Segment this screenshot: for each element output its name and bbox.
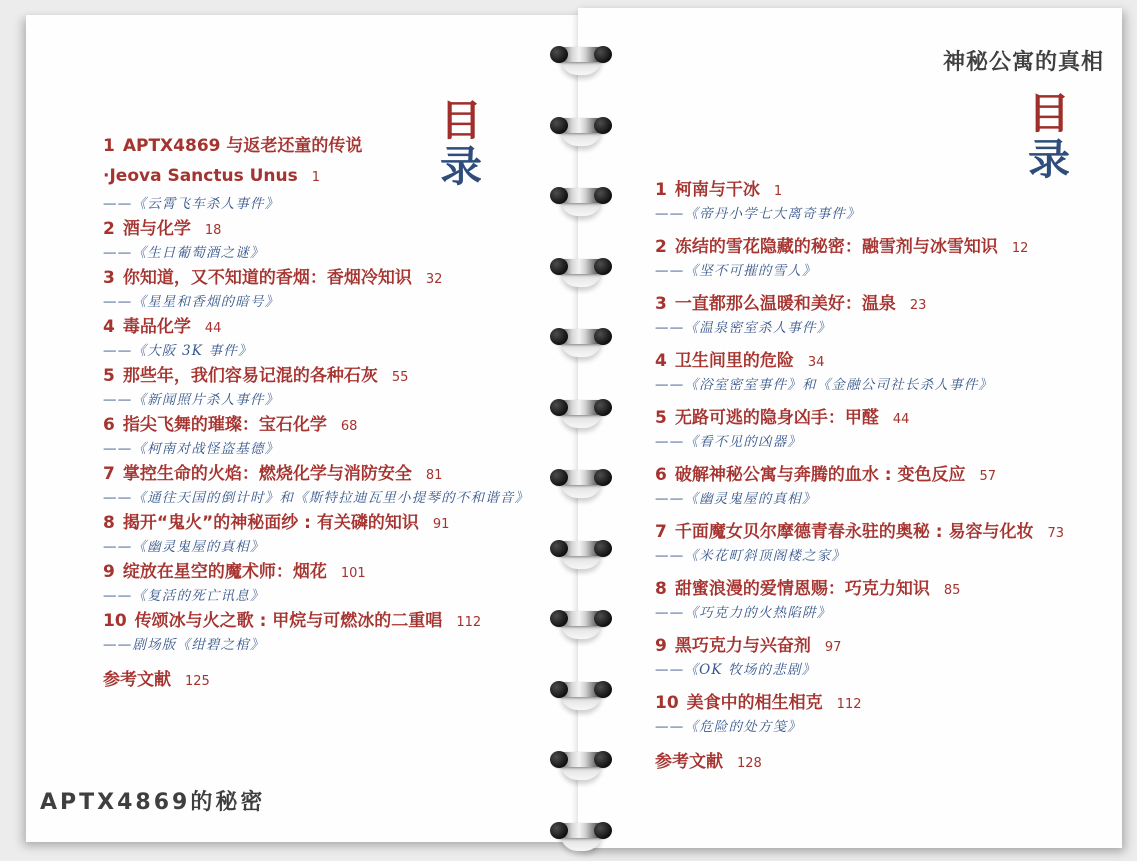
toc-entry-title: 绽放在星空的魔术师：烟花 xyxy=(122,562,327,582)
toc-entry-page-number: 97 xyxy=(824,640,842,655)
toc-entry-heading xyxy=(655,180,1120,202)
toc-entry xyxy=(103,611,568,654)
toc-entry-subtitle-page-number: 1 xyxy=(311,170,321,185)
toc-entry-title: 酒与化学 xyxy=(122,219,191,239)
book-title-right: 神秘公寓的真相 xyxy=(942,50,1104,75)
toc-entry xyxy=(655,408,1120,451)
toc-entry-number: 7 xyxy=(655,522,667,542)
toc-entry-page-number: 112 xyxy=(456,615,482,630)
toc-entry-number: 10 xyxy=(655,693,679,713)
toc-entry-page-number: 73 xyxy=(1047,526,1065,541)
toc-entry-title: 一直都那么温暖和美好：温泉 xyxy=(674,294,896,314)
toc-entry-number: 5 xyxy=(103,366,115,386)
references-label: 参考文献 xyxy=(655,752,723,772)
toc-entry-heading xyxy=(103,317,568,339)
toc-entry-title: 破解神秘公寓与奔腾的血水 : 变色反应 xyxy=(674,465,966,485)
toc-entry-page-number: 101 xyxy=(340,566,366,581)
toc-entry-heading xyxy=(655,408,1120,430)
toc-entry xyxy=(103,136,568,213)
toc-entry xyxy=(103,317,568,360)
toc-entry-source-episode: ——《温泉密室杀人事件》 xyxy=(655,320,832,336)
toc-entry-title: 传颂冰与火之歌 : 甲烷与可燃冰的二重唱 xyxy=(134,611,443,631)
toc-entry-title: 揭开“鬼火”的神秘面纱 : 有关磷的知识 xyxy=(122,513,419,533)
toc-entry-source-episode: ——《幽灵鬼屋的真相》 xyxy=(655,491,817,507)
toc-entry-heading xyxy=(655,579,1120,601)
references-label: 参考文献 xyxy=(103,670,171,690)
toc-entry-heading xyxy=(655,465,1120,487)
toc-entry-title: 毒品化学 xyxy=(122,317,191,337)
references-row xyxy=(655,752,1120,774)
toc-entry-number: 2 xyxy=(655,237,667,257)
toc-entry-heading xyxy=(103,219,568,241)
toc-char-mu: 目 xyxy=(440,96,483,145)
toc-entry-number: 4 xyxy=(103,317,115,337)
toc-entry-source-episode: ——《星星和香烟的暗号》 xyxy=(103,294,280,310)
toc-title-right xyxy=(1028,91,1070,183)
references-row xyxy=(103,670,568,692)
toc-entry-source-episode: ——《新闻照片杀人事件》 xyxy=(103,392,280,408)
toc-entry-heading xyxy=(655,636,1120,658)
toc-entry-number: 10 xyxy=(103,611,127,631)
toc-entry xyxy=(655,180,1120,223)
toc-entry-title: 无路可逃的隐身凶手：甲醛 xyxy=(674,408,879,428)
toc-entry-heading xyxy=(103,562,568,584)
toc-entry-source-episode: ——《巧克力的火热陷阱》 xyxy=(655,605,832,621)
toc-entry-page-number: 12 xyxy=(1011,241,1029,256)
toc-entry-page-number: 23 xyxy=(909,298,927,313)
toc-entry-title: 千面魔女贝尔摩德青春永驻的奥秘 : 易容与化妆 xyxy=(674,522,1034,542)
toc-entry xyxy=(655,465,1120,508)
toc-entry-source-episode: ——《幽灵鬼屋的真相》 xyxy=(103,539,265,555)
toc-entry xyxy=(655,294,1120,337)
toc-entry-page-number: 68 xyxy=(340,419,358,434)
toc-entry-source-episode: ——《云霄飞车杀人事件》 xyxy=(103,196,280,212)
toc-entry-title: 那些年，我们容易记混的各种石灰 xyxy=(122,366,378,386)
toc-entry-source-episode: ——《OK 牧场的悲剧》 xyxy=(655,662,817,678)
toc-entry-title: 卫生间里的危险 xyxy=(674,351,794,371)
book-title-left: APTX4869的秘密 xyxy=(40,790,266,815)
toc-entry-source-episode: ——《危险的处方笺》 xyxy=(655,719,802,735)
toc-entry-source-episode: ——《生日葡萄酒之谜》 xyxy=(103,245,265,261)
toc-entry-page-number: 32 xyxy=(425,272,443,287)
toc-entry-source-episode: ——《坚不可摧的雪人》 xyxy=(655,263,817,279)
toc-entry-source-episode: ——《帝丹小学七大离奇事件》 xyxy=(655,206,861,222)
toc-char-mu: 目 xyxy=(1028,89,1071,138)
toc-entry-title: 柯南与干冰 xyxy=(674,180,760,200)
toc-entry-source-episode: ——剧场版《绀碧之棺》 xyxy=(103,637,265,653)
toc-char-lu: 录 xyxy=(1028,135,1071,185)
toc-entry-number: 4 xyxy=(655,351,667,371)
toc-entry xyxy=(103,268,568,311)
toc-entry-source-episode: ——《柯南对战怪盗基德》 xyxy=(103,441,280,457)
toc-entries-left xyxy=(103,136,568,698)
toc-entry-page-number: 91 xyxy=(432,517,450,532)
toc-entry-number: 2 xyxy=(103,219,115,239)
toc-entry-title: 黑巧克力与兴奋剂 xyxy=(674,636,811,656)
toc-entries-right xyxy=(655,180,1120,788)
toc-entry-number: 6 xyxy=(655,465,667,485)
toc-entry-number: 9 xyxy=(103,562,115,582)
toc-entry-heading xyxy=(655,522,1120,544)
toc-entry-source-episode: ——《看不见的凶器》 xyxy=(655,434,802,450)
toc-entry xyxy=(655,579,1120,622)
toc-char-lu: 录 xyxy=(440,142,483,192)
toc-entry-heading xyxy=(103,464,568,486)
left-page xyxy=(26,15,586,842)
toc-entry-title: 掌控生命的火焰：燃烧化学与消防安全 xyxy=(122,464,412,484)
toc-entry-source-episode: ——《复活的死亡讯息》 xyxy=(103,588,265,604)
toc-entry xyxy=(103,513,568,556)
toc-entry-heading xyxy=(655,294,1120,316)
toc-entry-source-episode: ——《大阪 3K 事件》 xyxy=(103,343,253,359)
toc-entry-heading xyxy=(103,513,568,535)
toc-entry xyxy=(103,415,568,458)
toc-entry-subtitle: ·Jeova Sanctus Unus 1 xyxy=(103,166,321,186)
toc-entry-page-number: 55 xyxy=(391,370,409,385)
toc-entry-number: 3 xyxy=(655,294,667,314)
toc-entry-heading xyxy=(655,237,1120,259)
toc-entry-page-number: 112 xyxy=(836,697,862,712)
toc-entry-title: 指尖飞舞的璀璨：宝石化学 xyxy=(122,415,327,435)
toc-entry-title: 冻结的雪花隐藏的秘密：融雪剂与冰雪知识 xyxy=(674,237,998,257)
toc-entry xyxy=(103,366,568,409)
toc-entry-number: 8 xyxy=(655,579,667,599)
toc-entry-heading xyxy=(103,366,568,388)
toc-entry-page-number: 57 xyxy=(979,469,997,484)
toc-entry xyxy=(103,219,568,262)
toc-entry-page-number: 18 xyxy=(204,223,222,238)
toc-entry-heading xyxy=(103,415,568,437)
toc-entry xyxy=(655,522,1120,565)
toc-entry-title: APTX4869 与返老还童的传说 xyxy=(122,136,363,156)
toc-entry-number: 7 xyxy=(103,464,115,484)
toc-entry-number: 6 xyxy=(103,415,115,435)
toc-entry-page-number: 44 xyxy=(892,412,910,427)
toc-entry-title: 你知道，又不知道的香烟：香烟冷知识 xyxy=(122,268,412,288)
toc-entry-heading xyxy=(103,136,568,157)
toc-entry-title: 美食中的相生相克 xyxy=(686,693,823,713)
toc-entry-heading xyxy=(655,351,1120,373)
toc-entry-page-number: 1 xyxy=(773,184,783,199)
toc-entry-number: 1 xyxy=(655,180,667,200)
toc-entry-number: 9 xyxy=(655,636,667,656)
toc-entry-heading xyxy=(103,268,568,290)
toc-entry xyxy=(103,562,568,605)
toc-entry-source-episode: ——《米花町斜顶阁楼之家》 xyxy=(655,548,847,564)
right-page xyxy=(578,8,1122,848)
toc-entry-page-number: 85 xyxy=(943,583,961,598)
toc-entry-number: 8 xyxy=(103,513,115,533)
references-page-number: 125 xyxy=(185,674,210,689)
toc-entry-number: 5 xyxy=(655,408,667,428)
references-page-number: 128 xyxy=(737,756,762,771)
toc-entry xyxy=(655,636,1120,679)
toc-entry-page-number: 44 xyxy=(204,321,222,336)
toc-entry-source-episode: ——《浴室密室事件》和《金融公司社长杀人事件》 xyxy=(655,377,994,393)
toc-entry-number: 1 xyxy=(103,136,115,156)
toc-entry-page-number: 34 xyxy=(807,355,825,370)
toc-entry xyxy=(655,237,1120,280)
toc-entry xyxy=(103,464,568,507)
toc-entry xyxy=(655,693,1120,736)
toc-entry-heading xyxy=(103,611,568,633)
toc-entry-number: 3 xyxy=(103,268,115,288)
toc-entry-heading xyxy=(655,693,1120,715)
toc-entry-page-number: 81 xyxy=(425,468,443,483)
toc-entry xyxy=(655,351,1120,394)
toc-entry-source-episode: ——《通往天国的倒计时》和《斯特拉迪瓦里小提琴的不和谐音》 xyxy=(103,490,530,506)
toc-entry-title: 甜蜜浪漫的爱情恩赐：巧克力知识 xyxy=(674,579,930,599)
